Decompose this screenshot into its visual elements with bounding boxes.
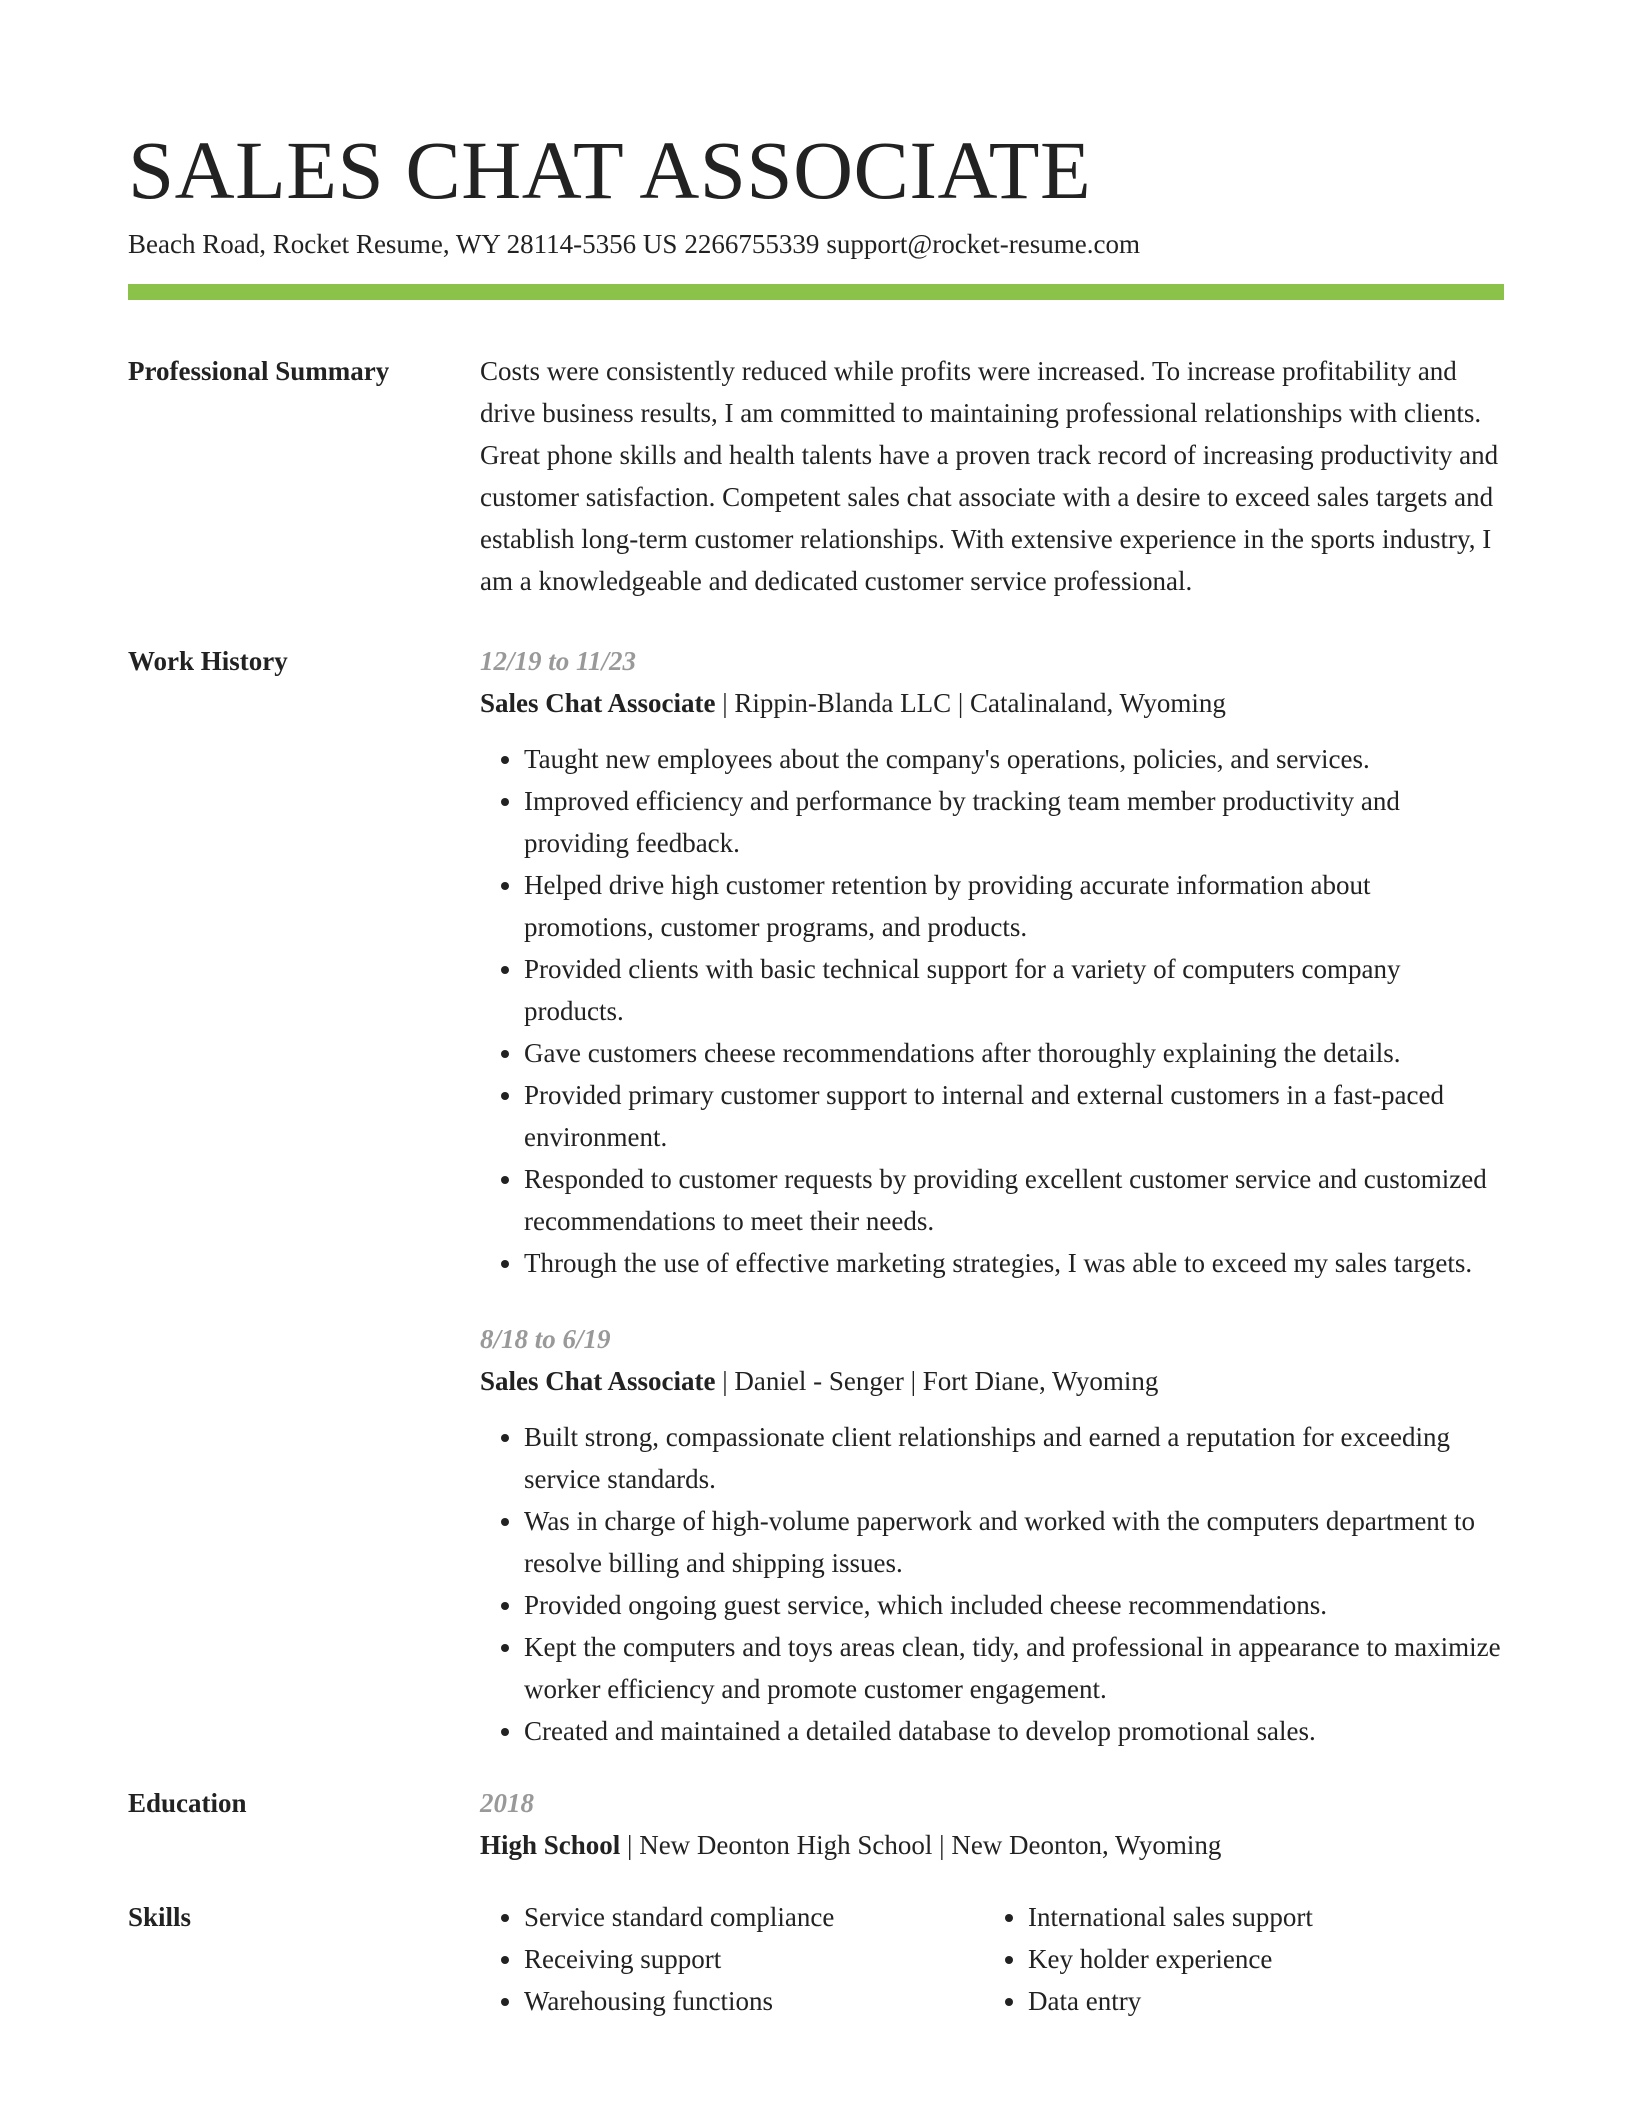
education-degree: High School (480, 1830, 621, 1860)
list-item: • Built strong, compassionate client relationships and earned a reputation for exceeding service standards. (524, 1416, 1504, 1500)
job-title: Sales Chat Associate (480, 688, 716, 718)
job-dates: 8/18 to 6/19 (480, 1324, 611, 1354)
summary-text: Costs were consistently reduced while profits were increased. To increase profitability and drive business results, I am committed to maintaining professional relationships with clients. Great phone skills and health talents have a proven track record of increasing productivity and customer satisfaction. Competent sales chat associate with a desire to exceed sales targets and establish long-term customer relationships. With extensive experience in the sports industry, I am a knowledgeable and dedicated customer service professional. (480, 356, 1499, 596)
accent-divider (128, 284, 1504, 300)
list-item: • Data entry (1028, 1980, 1488, 2022)
education-line (480, 1824, 1504, 1866)
list-item: • Provided ongoing guest service, which included cheese recommendations. (524, 1584, 1504, 1626)
list-item: • Responded to customer requests by providing excellent customer service and customized recommendations to meet their needs. (524, 1158, 1504, 1242)
education-school-location: | New Deonton High School | New Deonton, Wyoming (620, 1830, 1222, 1860)
resume-name: SALES CHAT ASSOCIATE (128, 124, 1092, 216)
contact-address: Beach Road, Rocket Resume, WY 28114-5356 US (128, 229, 678, 259)
list-item: • Service standard compliance (524, 1896, 984, 1938)
work-history-section (128, 640, 1504, 1752)
list-item: • Provided clients with basic technical support for a variety of computers company products. (524, 948, 1504, 1032)
list-item: • Improved efficiency and performance by tracking team member productivity and providing feedback. (524, 780, 1504, 864)
skills-content (480, 1896, 1504, 2022)
job-title: Sales Chat Associate (480, 1366, 716, 1396)
job-employer-location: | Daniel - Senger | Fort Diane, Wyoming (715, 1366, 1159, 1396)
job-duties-list (480, 1416, 1504, 1752)
list-item: • Key holder experience (1028, 1938, 1488, 1980)
list-item: • Taught new employees about the company's operations, policies, and services. (524, 738, 1504, 780)
contact-line (128, 224, 1504, 264)
education-section (128, 1782, 1504, 1866)
list-item: • Provided primary customer support to internal and external customers in a fast-paced environment. (524, 1074, 1504, 1158)
list-item: • Kept the computers and toys areas clean, tidy, and professional in appearance to maximize worker efficiency and promote customer engagement. (524, 1626, 1504, 1710)
section-label-education: Education (128, 1788, 247, 1818)
list-item: • International sales support (1028, 1896, 1488, 1938)
job-entry-1 (480, 640, 1504, 1284)
contact-email: support@rocket-resume.com (826, 229, 1140, 259)
list-item: • Was in charge of high-volume paperwork and worked with the computers department to resolve billing and shipping issues. (524, 1500, 1504, 1584)
section-label-skills: Skills (128, 1902, 192, 1932)
work-history-content (480, 640, 1504, 1752)
skills-list-left (480, 1896, 984, 2022)
list-item: • Receiving support (524, 1938, 984, 1980)
contact-phone: 2266755339 (684, 229, 820, 259)
job-title-line (480, 682, 1504, 724)
list-item: • Gave customers cheese recommendations after thoroughly explaining the details. (524, 1032, 1504, 1074)
section-label-summary: Professional Summary (128, 356, 390, 386)
summary-section (128, 350, 1504, 602)
job-duties-list (480, 738, 1504, 1284)
job-employer-location: | Rippin-Blanda LLC | Catalinaland, Wyoming (715, 688, 1226, 718)
skills-list-right (984, 1896, 1488, 2022)
job-entry-2 (480, 1318, 1504, 1752)
job-dates: 12/19 to 11/23 (480, 646, 637, 676)
education-year: 2018 (480, 1788, 534, 1818)
education-content (480, 1782, 1504, 1866)
list-item: • Through the use of effective marketing strategies, I was able to exceed my sales targets. (524, 1242, 1504, 1284)
list-item: • Warehousing functions (524, 1980, 984, 2022)
list-item: • Helped drive high customer retention by providing accurate information about promotions, customer programs, and products. (524, 864, 1504, 948)
list-item: • Created and maintained a detailed database to develop promotional sales. (524, 1710, 1504, 1752)
skills-section (128, 1896, 1504, 2022)
job-title-line (480, 1360, 1504, 1402)
section-label-work-history: Work History (128, 646, 288, 676)
resume-page (128, 118, 1504, 2022)
summary-content (480, 350, 1504, 602)
